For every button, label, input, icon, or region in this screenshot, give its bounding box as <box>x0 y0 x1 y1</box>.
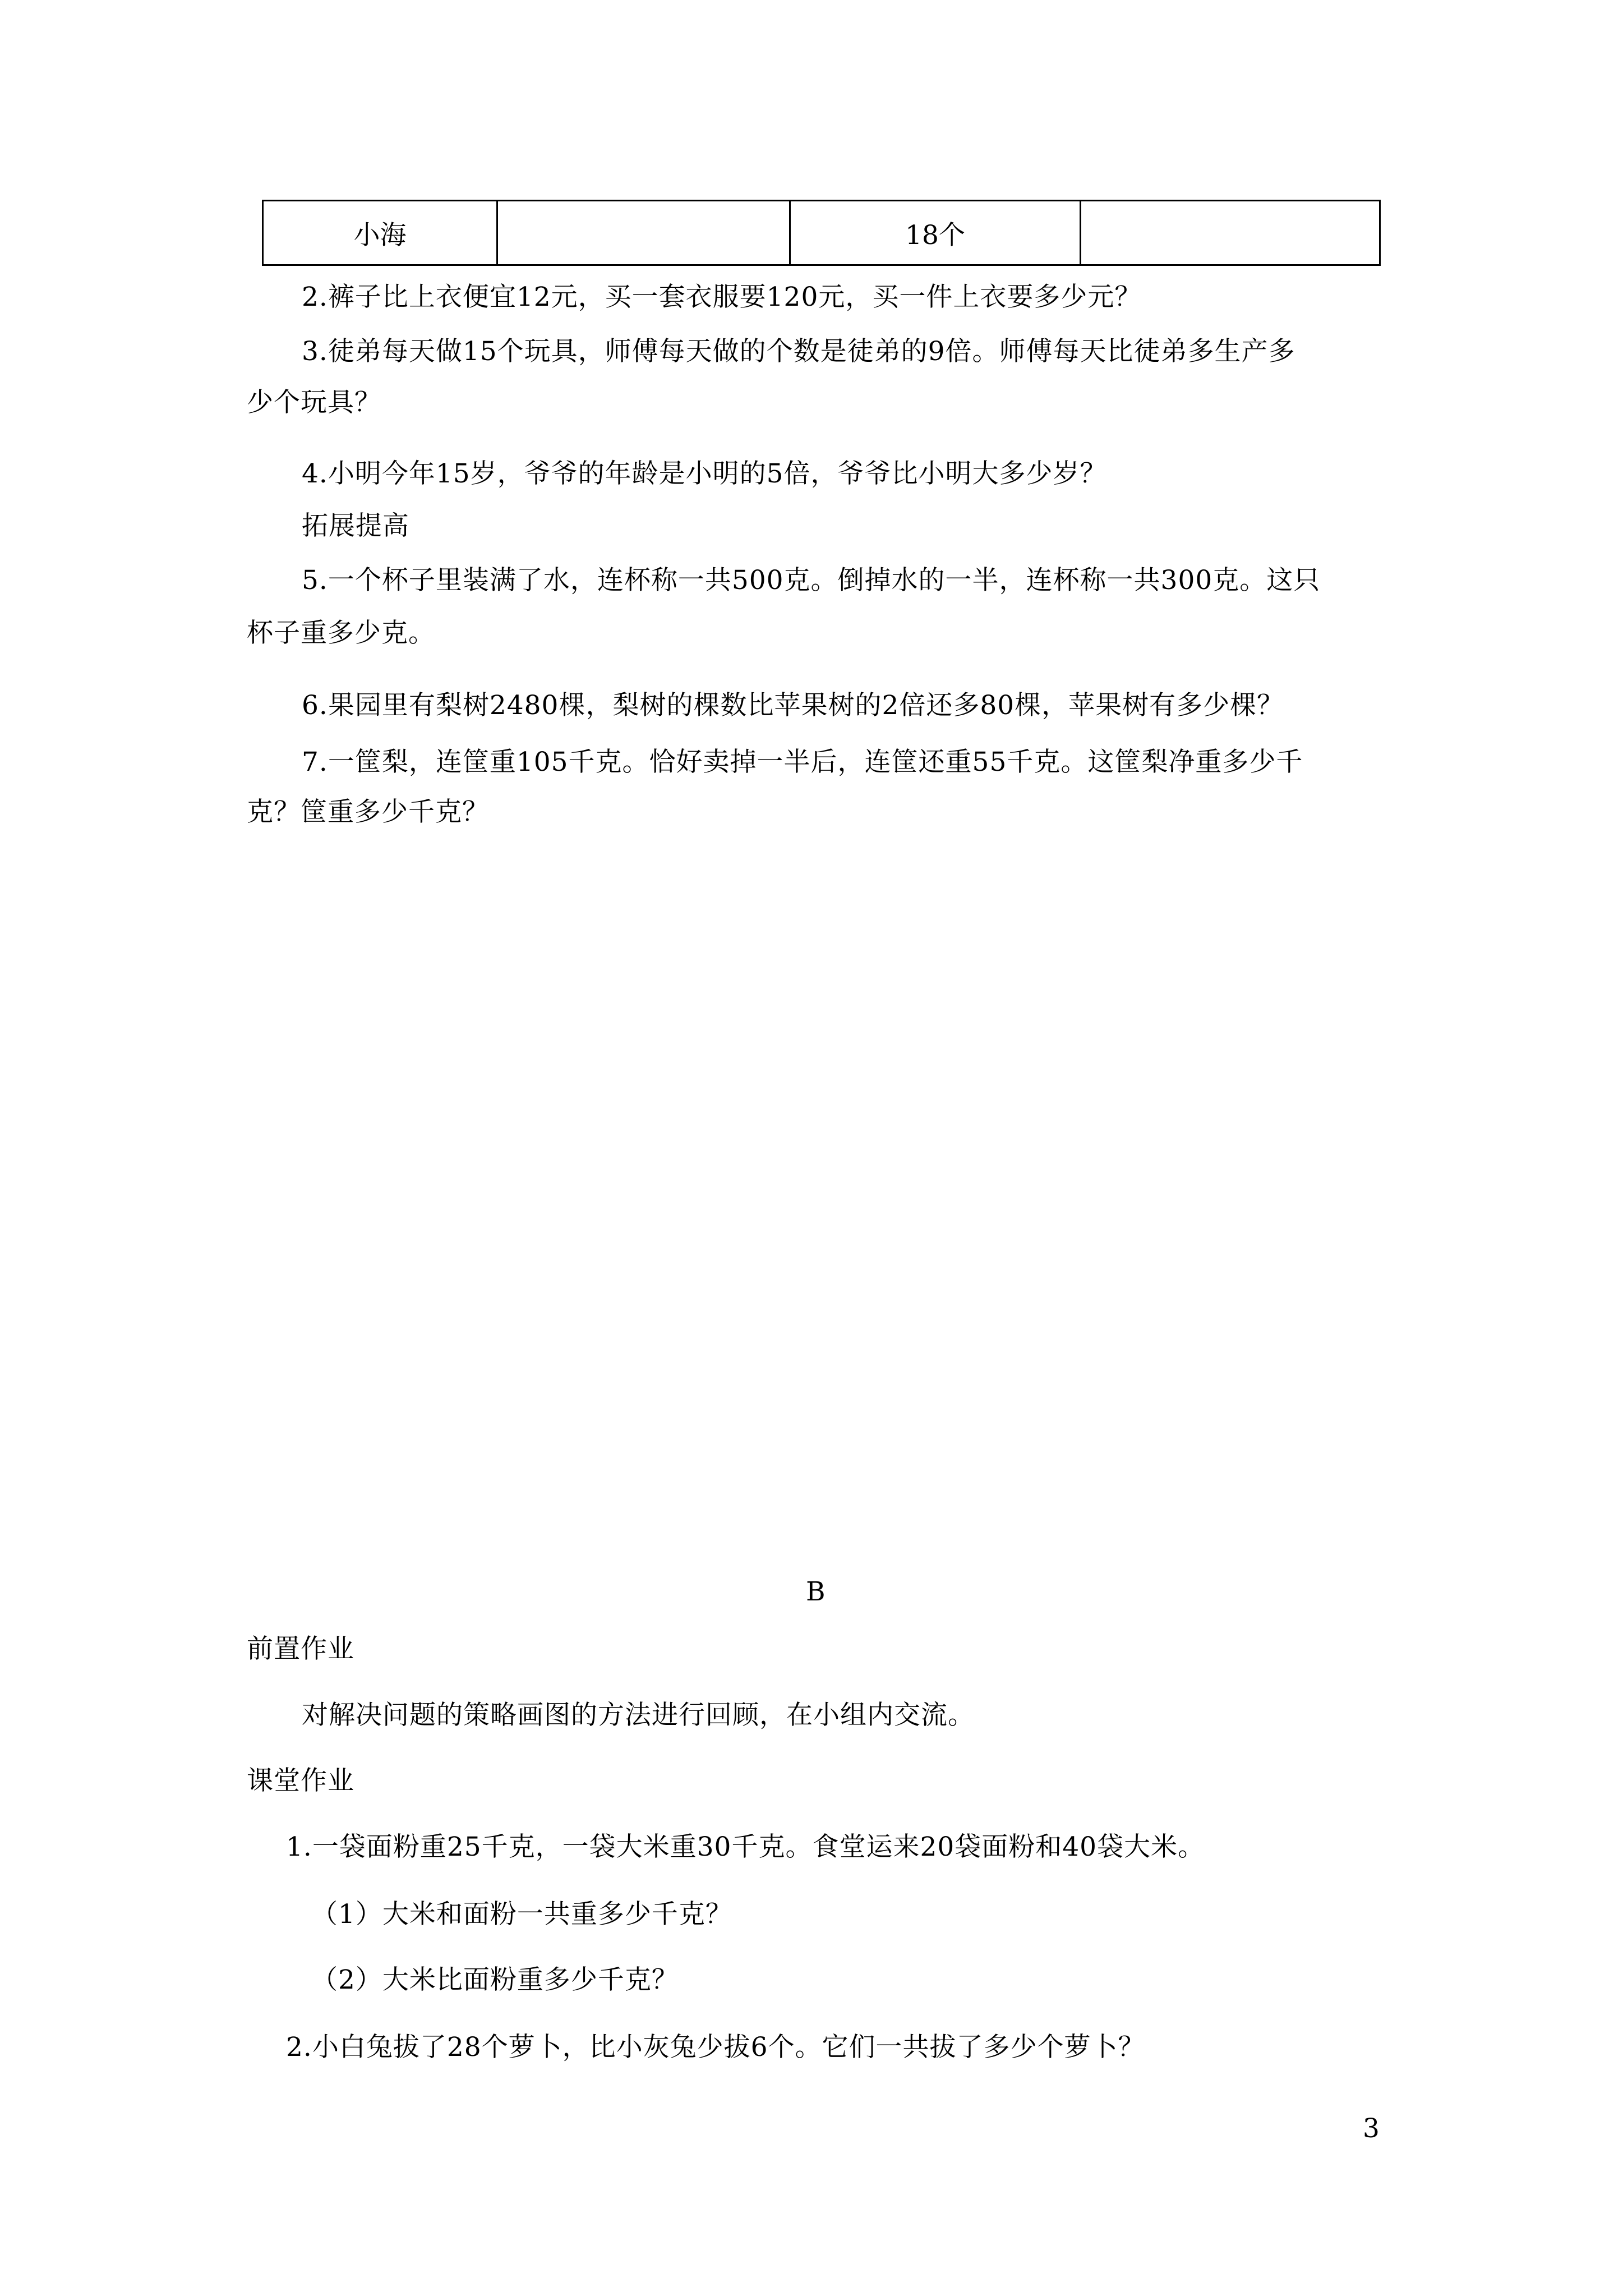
question-7-line-1: 7.一筐梨，连筐重105千克。恰好卖掉一半后，连筐还重55千克。这筐梨净重多少千 <box>302 747 1303 777</box>
extend-heading: 拓展提高 <box>302 510 409 541</box>
table-cell <box>497 201 790 265</box>
question-2: 2.裤子比上衣便宜12元，买一套衣服要120元，买一件上衣要多少元？ <box>302 282 1142 312</box>
table-cell <box>1081 201 1380 265</box>
table-row <box>263 201 1380 265</box>
question-6: 6.果园里有梨树2480棵，梨树的棵数比苹果树的2倍还多80棵，苹果树有多少棵？ <box>302 690 1284 721</box>
question-3-line-2: 少个玩具？ <box>247 387 381 418</box>
class-question-1-part-2: （2）大米比面粉重多少千克？ <box>311 1964 679 1995</box>
data-table <box>262 200 1381 266</box>
question-7-line-2: 克？筐重多少千克？ <box>247 797 489 827</box>
class-question-1: 1.一袋面粉重25千克，一袋大米重30千克。食堂运来20袋面粉和40袋大米。 <box>286 1832 1205 1862</box>
question-4: 4.小明今年15岁，爷爷的年龄是小明的5倍，爷爷比小明大多少岁？ <box>302 458 1107 489</box>
class-question-2: 2.小白兔拔了28个萝卜，比小灰兔少拔6个。它们一共拔了多少个萝卜？ <box>286 2032 1145 2063</box>
table-cell-name: 小海 <box>263 201 497 265</box>
pre-homework-heading: 前置作业 <box>247 1634 354 1664</box>
pre-homework-text: 对解决问题的策略画图的方法进行回顾，在小组内交流。 <box>302 1700 975 1731</box>
question-5-line-2: 杯子重多少克。 <box>247 618 435 648</box>
question-5-line-1: 5.一个杯子里装满了水，连杯称一共500克。倒掉水的一半，连杯称一共300克。这只 <box>302 565 1321 596</box>
question-3-line-1: 3.徒弟每天做15个玩具，师傅每天做的个数是徒弟的9倍。师傅每天比徒弟多生产多 <box>302 336 1295 367</box>
table-cell-count: 18个 <box>790 201 1081 265</box>
page-number: 3 <box>1363 2113 1380 2144</box>
section-b-heading: B <box>806 1576 826 1607</box>
class-homework-heading: 课堂作业 <box>247 1765 354 1796</box>
class-question-1-part-1: （1）大米和面粉一共重多少千克？ <box>311 1899 732 1930</box>
